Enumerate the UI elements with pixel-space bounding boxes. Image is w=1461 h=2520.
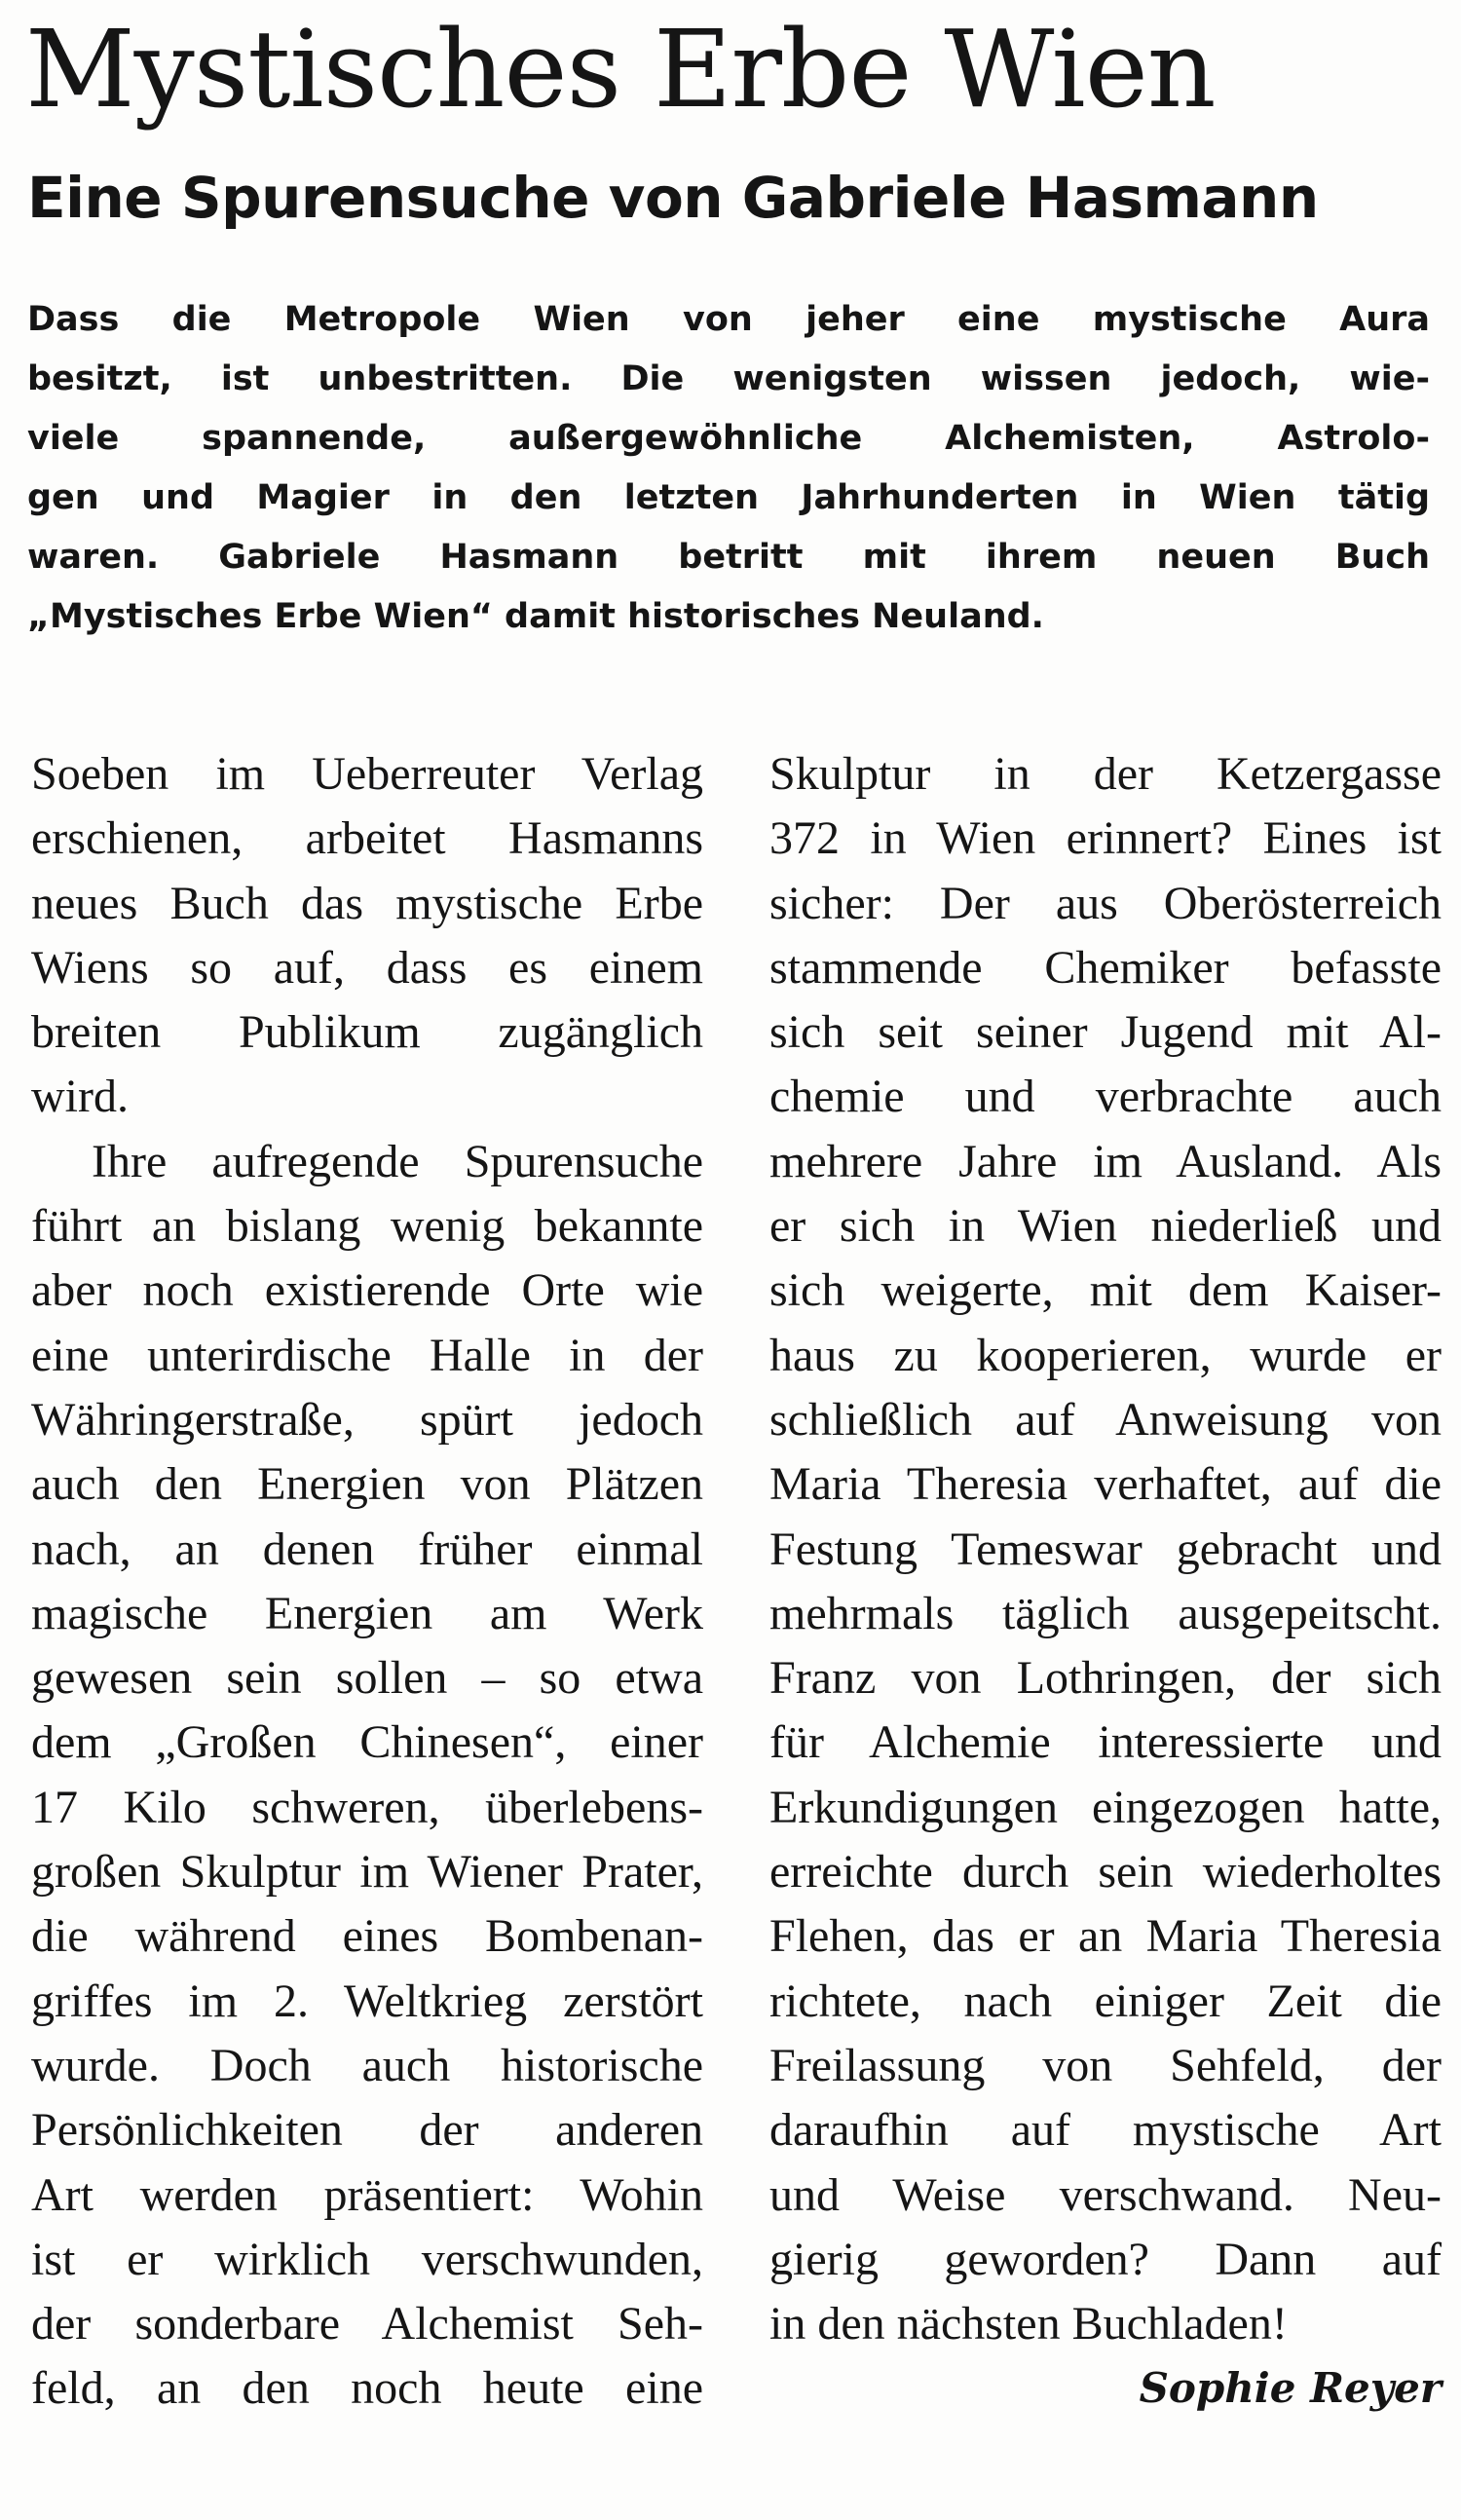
body-line: haus zu kooperieren, wurde er [769, 1329, 1442, 1381]
body-line: Ihre aufregende Spurensuche [92, 1135, 703, 1187]
body-line: Währingerstraße, spürt jedoch [31, 1393, 703, 1446]
lead-line: „Mystisches Erbe Wien“ damit historisches Neuland. [27, 597, 1044, 636]
body-line: neues Buch das mystische Erbe [31, 877, 703, 929]
article-title: Mystisches Erbe Wien [25, 7, 1216, 132]
body-line: stammende Chemiker befasste [769, 941, 1442, 994]
author-signature: Sophie Reyer [1139, 2364, 1442, 2413]
body-line: die während eines Bombenan- [31, 1910, 703, 1963]
body-line: wird. [31, 1071, 129, 1123]
body-line: Flehen, das er an Maria Theresia [769, 1910, 1442, 1963]
body-line: Maria Theresia verhaftet, auf die [769, 1458, 1442, 1511]
body-line: schließlich auf Anweisung von [769, 1393, 1442, 1446]
body-column-left [31, 742, 703, 2422]
body-line: nach, an denen früher einmal [31, 1523, 703, 1575]
body-line: dem „Großen Chinesen“, einer [31, 1716, 703, 1769]
body-line: eine unterirdische Halle in der [31, 1329, 703, 1381]
body-line: erschienen, arbeitet Hasmanns [31, 812, 703, 865]
body-column-right [769, 742, 1442, 2422]
body-line: für Alchemie interessierte und [769, 1716, 1442, 1769]
body-line: mehrmals täglich ausgepeitscht. [769, 1587, 1442, 1639]
body-line: Art werden präsentiert: Wohin [31, 2168, 703, 2221]
lead-line: besitzt, ist unbestritten. Die wenigsten wissen jedoch, wie- [27, 359, 1430, 398]
body-line: breiten Publikum zugänglich [31, 1006, 703, 1059]
body-line: erreichte durch sein wiederholtes [769, 1846, 1442, 1899]
body-line: Skulptur in der Ketzergasse [769, 748, 1442, 800]
lead-paragraph [27, 290, 1430, 647]
body-line: Persönlichkeiten der anderen [31, 2104, 703, 2157]
body-line: der sonderbare Alchemist Seh- [31, 2298, 703, 2351]
body-line: 372 in Wien erinnert? Eines ist [769, 812, 1442, 865]
body-line: wurde. Doch auch historische [31, 2039, 703, 2091]
body-line: auch den Energien von Plätzen [31, 1458, 703, 1511]
body-line: Soeben im Ueberreuter Verlag [31, 748, 703, 800]
article-subtitle: Eine Spurensuche von Gabriele Hasmann [27, 165, 1319, 231]
body-line: richtete, nach einiger Zeit die [769, 1975, 1442, 2027]
body-line: mehrere Jahre im Ausland. Als [769, 1135, 1442, 1187]
body-line: großen Skulptur im Wiener Prater, [31, 1846, 703, 1899]
body-line: Wiens so auf, dass es einem [31, 941, 703, 994]
body-line: ist er wirklich verschwunden, [31, 2233, 703, 2285]
body-line: Festung Temeswar gebracht und [769, 1523, 1442, 1575]
body-line: chemie und verbrachte auch [769, 1071, 1442, 1123]
body-line: sich seit seiner Jugend mit Al- [769, 1006, 1442, 1059]
body-line: führt an bislang wenig bekannte [31, 1200, 703, 1253]
body-line: daraufhin auf mystische Art [769, 2104, 1442, 2157]
body-line: und Weise verschwand. Neu- [769, 2168, 1442, 2221]
lead-line: Dass die Metropole Wien von jeher eine mystische Aura [27, 300, 1430, 339]
lead-line: viele spannende, außergewöhnliche Alchemisten, Astrolo- [27, 419, 1430, 458]
body-line: Franz von Lothringen, der sich [769, 1652, 1442, 1705]
body-line: feld, an den noch heute eine [31, 2362, 703, 2415]
body-line: aber noch existierende Orte wie [31, 1264, 703, 1317]
lead-line: gen und Magier in den letzten Jahrhunderten in Wien tätig [27, 478, 1430, 517]
lead-line: waren. Gabriele Hasmann betritt mit ihrem neuen Buch [27, 538, 1430, 577]
body-line: sich weigerte, mit dem Kaiser- [769, 1264, 1442, 1317]
body-line: gierig geworden? Dann auf [769, 2233, 1442, 2285]
body-line: magische Energien am Werk [31, 1587, 703, 1639]
body-line: in den nächsten Buchladen! [769, 2298, 1288, 2351]
body-line: Freilassung von Sehfeld, der [769, 2039, 1442, 2091]
body-line: gewesen sein sollen – so etwa [31, 1652, 703, 1705]
body-line: griffes im 2. Weltkrieg zerstört [31, 1975, 703, 2027]
body-line: 17 Kilo schweren, überlebens- [31, 1781, 703, 1833]
body-line: Erkundigungen eingezogen hatte, [769, 1781, 1442, 1833]
body-line: sicher: Der aus Oberösterreich [769, 877, 1442, 929]
body-line: er sich in Wien niederließ und [769, 1200, 1442, 1253]
